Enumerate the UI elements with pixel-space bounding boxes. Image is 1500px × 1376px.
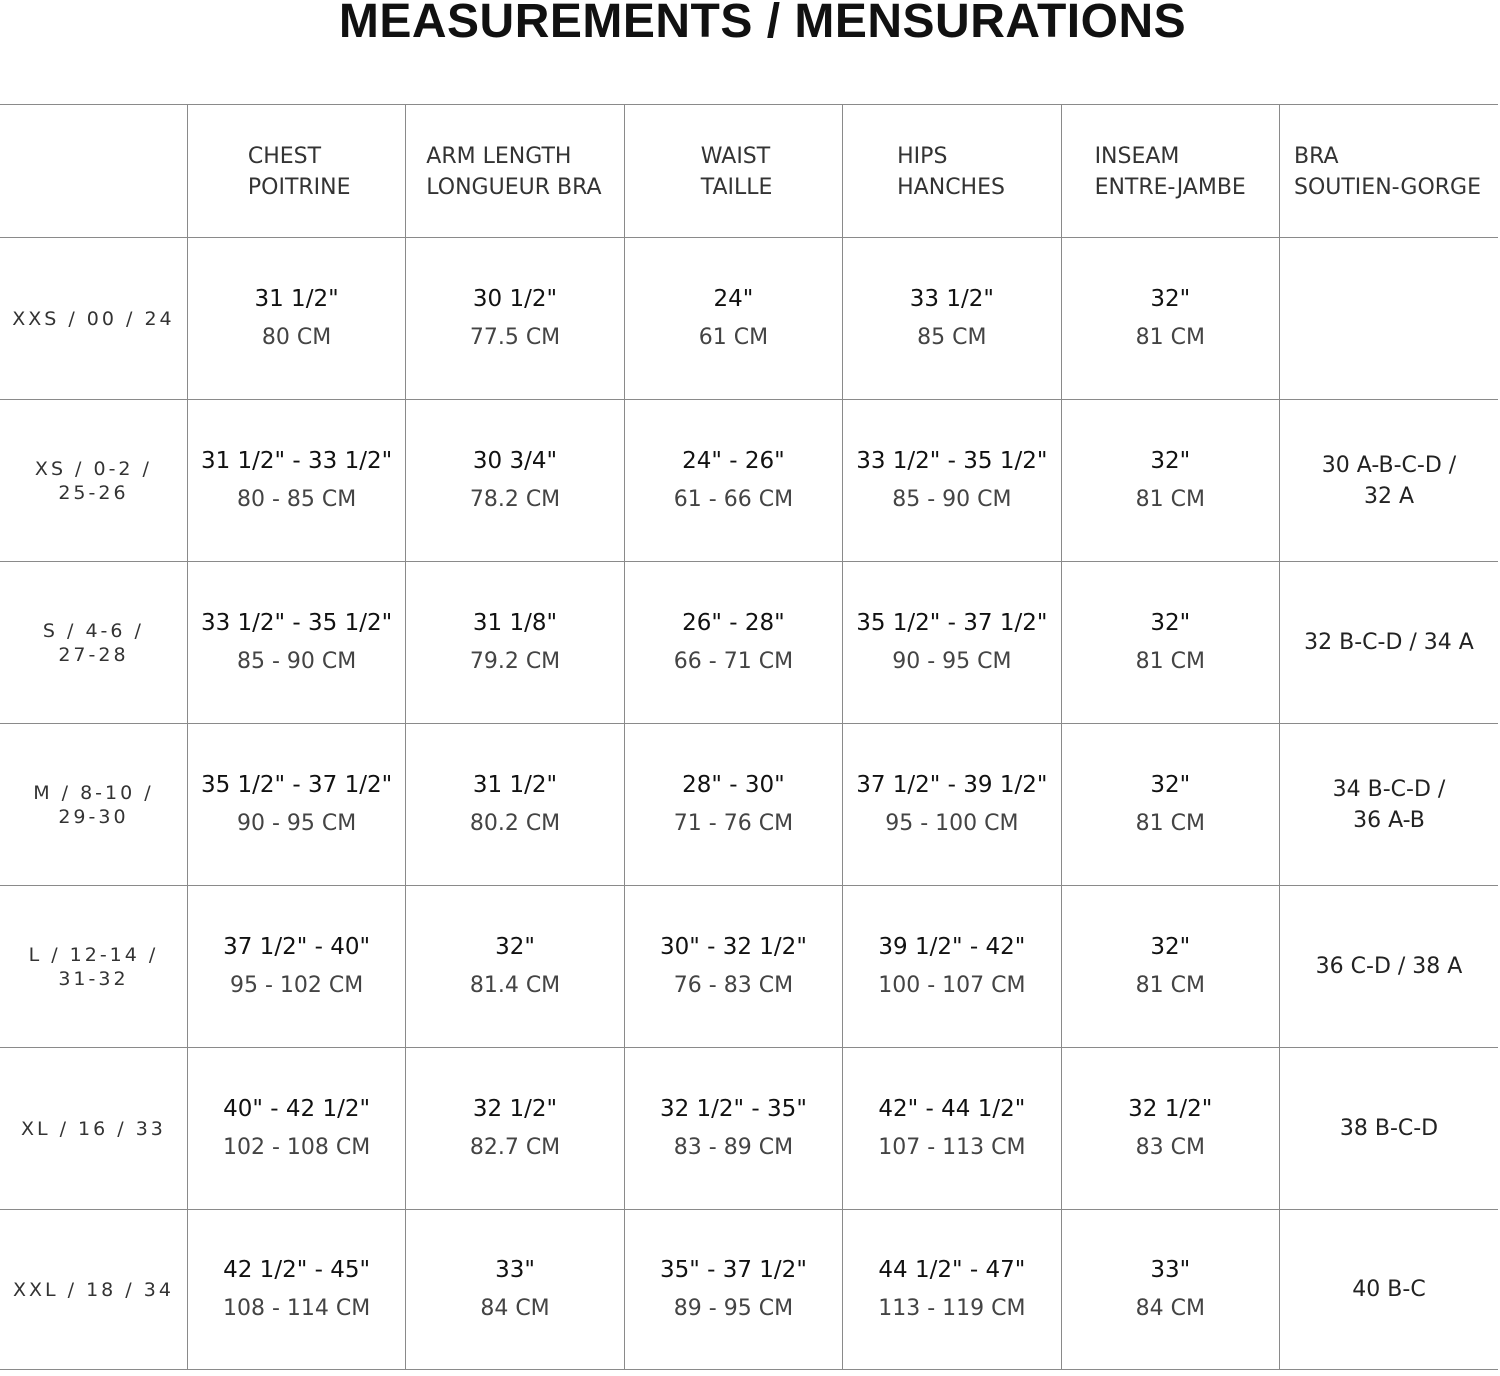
bra-size-cell [1279, 1210, 1498, 1370]
measure-cell-chest [187, 562, 405, 724]
measure-cell-arm [406, 238, 624, 400]
bra-size-cell [1279, 238, 1498, 400]
header-row [0, 105, 1498, 238]
inch-value: 35 1/2" - 37 1/2" [200, 772, 393, 798]
measure-cell-waist [624, 1048, 842, 1210]
size-label-cell [0, 1210, 187, 1370]
bra-size: 38 B-C-D [1339, 1116, 1439, 1141]
measure-cell-arm [406, 1210, 624, 1370]
cm-value: 79.2 CM [469, 649, 561, 674]
cm-value: 81 CM [1135, 811, 1205, 836]
measure-cell-inseam [1061, 724, 1279, 886]
inch-value: 39 1/2" - 42" [878, 934, 1026, 960]
measure-cell-hips [843, 886, 1061, 1048]
size-label: M / 8-10 / [33, 781, 154, 804]
cm-value: 80 CM [261, 325, 332, 350]
size-header-cell [0, 105, 187, 238]
measure-cell-waist [624, 400, 842, 562]
measure-cell-inseam [1061, 1210, 1279, 1370]
inch-value: 24" [713, 286, 754, 312]
header-fr: LONGUEUR BRA [426, 175, 602, 200]
inch-value: 33 1/2" [909, 286, 994, 312]
table-row [0, 1210, 1498, 1370]
bra-size-cell [1279, 562, 1498, 724]
measure-cell-inseam [1061, 400, 1279, 562]
size-label-cell [0, 562, 187, 724]
inch-value: 32" [1150, 772, 1191, 798]
cm-value: 61 - 66 CM [673, 487, 794, 512]
inch-value: 33" [495, 1257, 535, 1283]
size-label-cell [0, 724, 187, 886]
cm-value: 100 - 107 CM [878, 973, 1026, 998]
cm-value: 82.7 CM [469, 1135, 561, 1160]
size-label-cell [0, 400, 187, 562]
measure-cell-inseam [1061, 238, 1279, 400]
measure-cell-hips [843, 562, 1061, 724]
bra-size-cell [1279, 886, 1498, 1048]
measure-cell-hips [843, 1210, 1061, 1370]
bra-size: 36 A-B [1353, 807, 1425, 833]
header-en: HIPS [897, 144, 948, 169]
bra-size: 32 A [1363, 483, 1415, 509]
inch-value: 28" - 30" [682, 772, 785, 798]
inch-value: 35 1/2" - 37 1/2" [856, 610, 1048, 636]
measure-cell-waist [624, 562, 842, 724]
inch-value: 42 1/2" - 45" [223, 1257, 371, 1283]
cm-value: 89 - 95 CM [673, 1296, 794, 1321]
header-chest [187, 105, 405, 238]
cm-value: 85 - 90 CM [236, 649, 357, 674]
size-chart-table [0, 104, 1498, 1370]
table-row [0, 886, 1498, 1048]
cm-value: 66 - 71 CM [673, 649, 794, 674]
bra-size: 34 B-C-D / [1332, 776, 1446, 802]
cm-value: 81 CM [1135, 325, 1205, 350]
inch-value: 35" - 37 1/2" [659, 1257, 807, 1283]
inch-value: 31 1/2" [472, 772, 558, 798]
measure-cell-chest [187, 724, 405, 886]
cm-value: 113 - 119 CM [878, 1296, 1026, 1321]
table-row [0, 724, 1498, 886]
cm-value: 102 - 108 CM [222, 1135, 371, 1160]
measure-cell-waist [624, 238, 842, 400]
cm-value: 71 - 76 CM [673, 811, 794, 836]
cm-value: 84 CM [1135, 1296, 1205, 1321]
inch-value: 32 1/2" - 35" [659, 1096, 807, 1122]
measure-cell-waist [624, 1210, 842, 1370]
cm-value: 95 - 102 CM [229, 973, 364, 998]
inch-value: 42" - 44 1/2" [878, 1096, 1026, 1122]
inch-value: 31 1/2" [254, 286, 339, 312]
bra-size: 36 C-D / 38 A [1315, 954, 1463, 979]
size-label-cell [0, 238, 187, 400]
cm-value: 78.2 CM [469, 487, 561, 512]
header-fr: TAILLE [700, 175, 773, 200]
measure-cell-hips [843, 400, 1061, 562]
header-en: CHEST [247, 144, 322, 169]
bra-size: 32 B-C-D / 34 A [1304, 630, 1474, 655]
inch-value: 32" [1150, 448, 1191, 474]
inch-value: 32" [1150, 286, 1191, 312]
inch-value: 30 1/2" [472, 286, 558, 312]
header-fr: POITRINE [247, 175, 351, 200]
header-en: WAIST [700, 144, 771, 169]
size-label: 29-30 [58, 805, 129, 828]
inch-value: 32" [495, 934, 535, 960]
header-fr: ENTRE-JAMBE [1094, 175, 1246, 200]
cm-value: 76 - 83 CM [673, 973, 794, 998]
cm-value: 84 CM [480, 1296, 550, 1321]
size-label: 25-26 [58, 481, 129, 504]
cm-value: 108 - 114 CM [222, 1296, 371, 1321]
measure-cell-inseam [1061, 1048, 1279, 1210]
cm-value: 85 - 90 CM [892, 487, 1012, 512]
header-en: INSEAM [1094, 144, 1180, 169]
inch-value: 37 1/2" - 39 1/2" [856, 772, 1048, 798]
header-waist [624, 105, 842, 238]
bra-size-cell [1279, 400, 1498, 562]
inch-value: 33 1/2" - 35 1/2" [856, 448, 1048, 474]
cm-value: 95 - 100 CM [885, 811, 1019, 836]
measure-cell-hips [843, 1048, 1061, 1210]
measure-cell-arm [406, 400, 624, 562]
header-bra [1279, 105, 1498, 238]
header-en: ARM LENGTH [426, 144, 572, 169]
measure-cell-hips [843, 724, 1061, 886]
cm-value: 107 - 113 CM [878, 1135, 1026, 1160]
cm-value: 80 - 85 CM [236, 487, 357, 512]
size-label: 31-32 [58, 967, 129, 990]
bra-size-cell [1279, 1048, 1498, 1210]
inch-value: 33" [1150, 1257, 1191, 1283]
measure-cell-inseam [1061, 562, 1279, 724]
size-label: XS / 0-2 / [34, 457, 152, 480]
inch-value: 37 1/2" - 40" [223, 934, 371, 960]
inch-value: 30 3/4" [472, 448, 558, 474]
cm-value: 61 CM [698, 325, 769, 350]
bra-size-cell [1279, 724, 1498, 886]
cm-value: 81 CM [1135, 649, 1205, 674]
measure-cell-waist [624, 724, 842, 886]
measure-cell-arm [406, 562, 624, 724]
table-row [0, 400, 1498, 562]
size-label: XXS / 00 / 24 [12, 307, 175, 330]
header-inseam [1061, 105, 1279, 238]
inch-value: 32 1/2" [1128, 1096, 1213, 1122]
measure-cell-waist [624, 886, 842, 1048]
measure-cell-chest [187, 1210, 405, 1370]
inch-value: 26" - 28" [682, 610, 785, 636]
bra-size: 40 B-C [1352, 1277, 1426, 1302]
measure-cell-chest [187, 1048, 405, 1210]
measure-cell-hips [843, 238, 1061, 400]
table-row [0, 1048, 1498, 1210]
inch-value: 40" - 42 1/2" [223, 1096, 371, 1122]
cm-value: 81 CM [1135, 973, 1205, 998]
cm-value: 77.5 CM [469, 325, 561, 350]
size-label: 27-28 [58, 643, 129, 666]
inch-value: 31 1/8" [472, 610, 558, 636]
header-en: BRA [1293, 144, 1339, 169]
measure-cell-chest [187, 886, 405, 1048]
cm-value: 80.2 CM [469, 811, 561, 836]
inch-value: 30" - 32 1/2" [659, 934, 807, 960]
inch-value: 31 1/2" - 33 1/2" [200, 448, 393, 474]
measure-cell-arm [406, 724, 624, 886]
cm-value: 83 CM [1135, 1135, 1205, 1160]
size-label: XXL / 18 / 34 [12, 1278, 174, 1301]
table-row [0, 238, 1498, 400]
header-hips [843, 105, 1061, 238]
size-label-cell [0, 1048, 187, 1210]
header-arm-length [406, 105, 624, 238]
size-label: L / 12-14 / [28, 943, 159, 966]
page-title: MEASUREMENTS / MENSURATIONS [338, 0, 1187, 48]
inch-value: 33 1/2" - 35 1/2" [200, 610, 393, 636]
size-label: S / 4-6 / [42, 619, 144, 642]
measure-cell-inseam [1061, 886, 1279, 1048]
header-fr: SOUTIEN-GORGE [1293, 175, 1481, 200]
size-label-cell [0, 886, 187, 1048]
table-row [0, 562, 1498, 724]
cm-value: 90 - 95 CM [892, 649, 1012, 674]
cm-value: 81 CM [1135, 487, 1205, 512]
measure-cell-chest [187, 238, 405, 400]
inch-value: 44 1/2" - 47" [878, 1257, 1026, 1283]
size-label: XL / 16 / 33 [20, 1117, 166, 1140]
cm-value: 85 CM [917, 325, 987, 350]
inch-value: 32 1/2" [472, 1096, 558, 1122]
inch-value: 24" - 26" [682, 448, 785, 474]
cm-value: 90 - 95 CM [236, 811, 357, 836]
measure-cell-chest [187, 400, 405, 562]
measure-cell-arm [406, 886, 624, 1048]
cm-value: 81.4 CM [469, 973, 561, 998]
cm-value: 83 - 89 CM [673, 1135, 794, 1160]
inch-value: 32" [1150, 934, 1191, 960]
inch-value: 32" [1150, 610, 1191, 636]
measure-cell-arm [406, 1048, 624, 1210]
header-fr: HANCHES [897, 175, 1005, 200]
bra-size: 30 A-B-C-D / [1321, 452, 1457, 478]
